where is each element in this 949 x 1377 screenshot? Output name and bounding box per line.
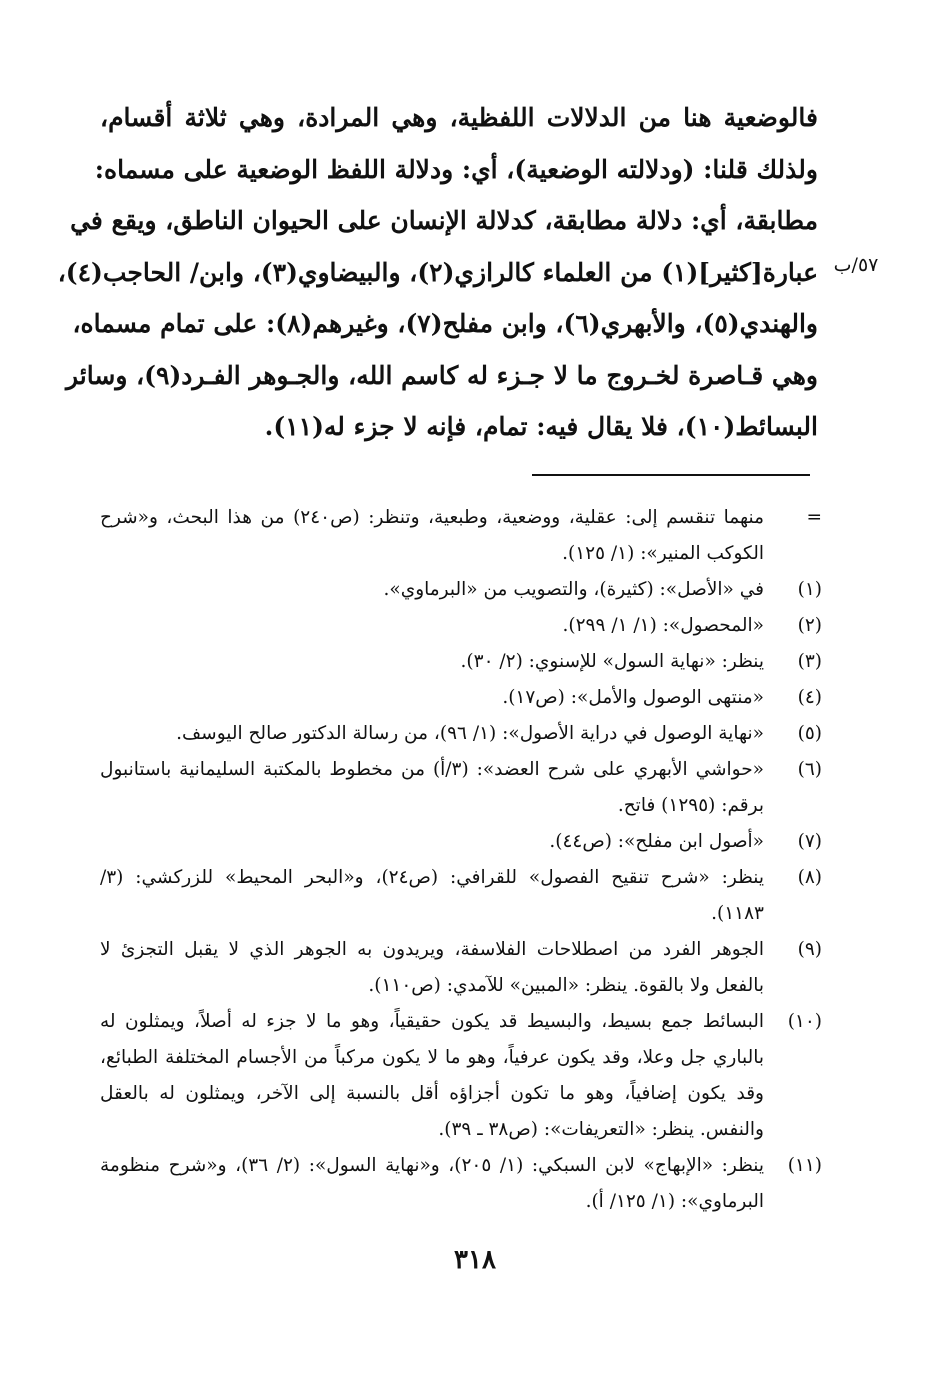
main-text-line-1: فالوضعية هنا من الدلالات اللفظية، وهي المرادة، وهي ثلاثة أقسام، — [100, 103, 818, 132]
footnote-9 — [100, 932, 822, 1004]
footnote-text: ينظر: «الإبهاج» لابن السبكي: (١/ ٢٠٥)، و«نهاية السول»: (٢/ ٣٦)، و«شرح منظومة البرماوي»: (١/ ١٢٥/ أ). — [100, 1155, 765, 1212]
footnote-text: «المحصول»: (١/ ١/ ٢٩٩). — [562, 615, 764, 636]
main-text-line-2: ولذلك قلنا: (ودلالته الوضعية)، أي: ودلالة اللفظ الوضعية على مسماه: — [94, 154, 818, 184]
footnote-number: (٤) — [797, 687, 822, 708]
footnote-number: (٧) — [797, 831, 822, 852]
footnote-7 — [100, 824, 822, 860]
footnote-number: (٦) — [797, 759, 822, 780]
main-text-line-3: مطابقة، أي: دلالة مطابقة، كدلالة الإنسان على الحيوان الناطق، ويقع في — [70, 206, 818, 235]
footnote-2 — [100, 608, 822, 644]
footnote-number: (٨) — [797, 867, 822, 888]
footnote-number: (١٠) — [787, 1011, 822, 1032]
footnote-text: «منتهى الوصول والأمل»: (ص١٧). — [502, 687, 764, 708]
main-text-line-6: وهي قـاصرة لخـروج ما لا جـزء له كاسم الله، والجـوهر الفـرد(٩)، وسائر — [66, 360, 818, 390]
manuscript-folio-marker: ٥٧/ب — [833, 254, 879, 276]
footnote-11 — [100, 1148, 822, 1220]
footnote-4 — [100, 680, 822, 716]
footnote-text: «حواشي الأبهري على شرح العضد»: (٣/أ) من مخطوط بالمكتبة السليمانية باستانبول برقم: (١٢٩٥) فاتح. — [100, 759, 764, 816]
footnote-separator-rule — [532, 474, 810, 476]
footnote-8 — [100, 860, 822, 932]
footnote-1 — [100, 572, 822, 608]
footnote-text: «أصول ابن مفلح»: (ص٤٤). — [549, 831, 764, 852]
footnote-number: (١١) — [787, 1155, 822, 1176]
footnote-text: البسائط جمع بسيط، والبسيط قد يكون حقيقياً، وهو ما لا جزء له أصلاً، ويمثلون له بالباري جل وعلا، وقد يكون عرفياً، وهو ما لا يكون مركباً من الأجسام المختلفة الطبائع، وقد يكون إضافياً، وهو ما تكون أجزاؤه أقل بالنسبة إلى الآخر، ويمثلون له بالعقل والنفس. ينظر: «التعريفات»: (ص٣٨ ـ ٣٩). — [100, 1011, 764, 1140]
footnote-number: (٩) — [797, 939, 822, 960]
footnote-5 — [100, 716, 822, 752]
main-text-block — [57, 92, 818, 453]
main-text-line-4: عبارة[كثير](١) من العلماء كالرازي(٢)، والبيضاوي(٣)، وابن/ الحاجب(٤)، — [57, 257, 818, 287]
footnote-text: ينظر: «شرح تنقيح الفصول» للقرافي: (ص٢٤)، و«البحر المحيط» للزركشي: (٣/ ١١٨٣). — [100, 867, 764, 924]
footnote-number: (١) — [797, 579, 822, 600]
footnote-text: ينظر: «نهاية السول» للإسنوي: (٢/ ٣٠). — [460, 651, 764, 672]
footnotes-section — [100, 500, 822, 1220]
footnote-6 — [100, 752, 822, 824]
footnote-10 — [100, 1004, 822, 1148]
footnote-number: (٢) — [797, 615, 822, 636]
footnote-text: في «الأصل»: (كثيرة)، والتصويب من «البرماوي». — [383, 579, 764, 600]
footnote-text: الجوهر الفرد من اصطلاحات الفلاسفة، ويريدون به الجوهر الذي لا يقبل التجزئ لا بالفعل ولا بالقوة. ينظر: «المبين» للآمدي: (ص١١٠). — [100, 939, 764, 996]
footnote-text: منهما تنقسم إلى: عقلية، ووضعية، وطبعية، وتنظر: (ص٢٤٠) من هذا البحث، و«شرح الكوكب المنير»: (١/ ١٢٥). — [100, 507, 764, 564]
main-text-line-7: البسائط(١٠)، فلا يقال فيه: تمام، فإنه لا جزء له(١١). — [264, 412, 818, 441]
footnote-number: (٣) — [797, 651, 822, 672]
footnote-3 — [100, 644, 822, 680]
page-number: ٣١٨ — [454, 1245, 496, 1275]
main-text-line-5: والهندي(٥)، والأبهري(٦)، وابن مفلح(٧)، وغيرهم(٨): على تمام مسماه، — [72, 309, 818, 338]
footnote-number: = — [806, 507, 822, 528]
footnote-continuation — [100, 500, 822, 572]
footnote-text: «نهاية الوصول في دراية الأصول»: (١/ ٩٦)، من رسالة الدكتور صالح اليوسف. — [176, 723, 764, 744]
footnote-number: (٥) — [797, 723, 822, 744]
